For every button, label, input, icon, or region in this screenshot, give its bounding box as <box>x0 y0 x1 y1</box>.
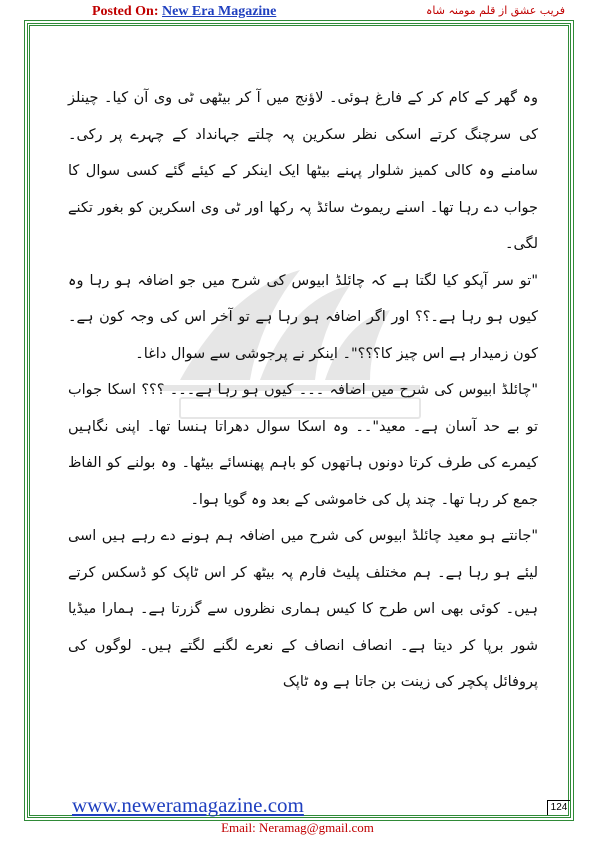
story-title: فریب عشق از قلم مومنہ شاہ <box>425 4 565 17</box>
paragraph-1: وہ گھر کے کام کر کے فارغ ہوئی۔ لاؤنج میں آ کر بیٹھی ٹی وی آن کیا۔ چینلز کی سرچنگ کرتے اسکی نظر سکرین پہ چلتے جہانداد کے چہرے پر رکی۔ سامنے وہ کالی کمیز شلوار پہنے بیٹھا ایک اینکر کے کیئے گئے کسی سوال کا جواب دے رہا تھا۔ اسنے ریموٹ سائڈ پہ رکھا اور ٹی وی اسکرین کو بغور تکنے لگی۔ <box>68 90 538 252</box>
magazine-link[interactable]: New Era Magazine <box>162 4 277 19</box>
posted-on-label: Posted On: <box>92 4 159 19</box>
footer-website-link[interactable]: www.neweramagazine.com <box>72 793 304 817</box>
paragraph-4: "جانتے ہو معید چائلڈ ابیوس کی شرح میں اضافہ ہم ہونے دے رہے ہیں اسی لیئے ہو رہا ہے۔ ہم مختلف پلیٹ فارم پہ بیٹھ کر اس ٹاپک کو ڈسکس کرتے ہیں۔ کوئی بھی اس طرح کا کیس ہماری نظروں سے گزرتا ہے۔ ہمارا میڈیا شور برپا کر دیتا ہے۔ انصاف انصاف کے نعرے لگنے لگتے ہیں۔ لوگوں کی پروفائل پکچر کی زینت بن جاتا ہے وہ ٹاپک <box>68 528 538 690</box>
paragraph-2: "تو سر آپکو کیا لگتا ہے کہ چائلڈ ابیوس کی شرح میں جو اضافہ ہو رہا وہ کیوں ہو رہا ہے۔؟؟ اور اگر اضافہ ہو رہا ہے تو آخر اس کی وجہ کون ہے۔ کون زمیدار ہے اس چیز کا؟؟؟"۔ اینکر نے پرجوشی سے سوال داغا۔ <box>68 272 538 362</box>
posted-on-line <box>92 4 276 20</box>
page-header <box>0 0 595 24</box>
page-number: 124 <box>547 800 570 815</box>
article-body <box>68 80 538 701</box>
footer-email: Email: Neramag@gmail.com <box>221 820 374 835</box>
paragraph-3: "چائلڈ ابیوس کی شرح میں اضافہ ۔۔۔ کیوں ہو رہا ہے۔۔۔ ؟؟؟ اسکا جواب تو بے حد آسان ہے۔ معید"۔۔ وہ اسکا سوال دھراتا ہنسا تھا۔ اپنی نگاہیں کیمرے کی طرف کرتا دونوں ہاتھوں کو باہم پھنسائے بیٹھا۔ وہ بولنے کو الفاظ جمع کر رہا تھا۔ چند پل کی خاموشی کے بعد وہ گویا ہوا۔ <box>68 382 538 508</box>
